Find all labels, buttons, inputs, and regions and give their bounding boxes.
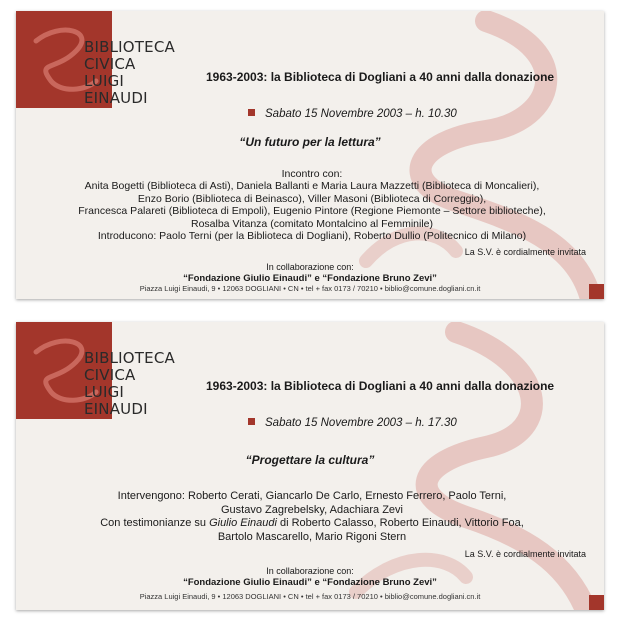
- logo-line: CIVICA: [84, 55, 136, 73]
- body-line: Incontro con:: [281, 168, 343, 180]
- collaboration: [16, 566, 604, 588]
- body-line: Con testimonianze su Giulio Einaudi di Roberto Calasso, Roberto Einaudi, Vittorio Foa,: [100, 517, 524, 529]
- body-line: Introducono: Paolo Terni (per la Biblioteca di Dogliani), Roberto Dullio (Politecnico di Milano): [97, 230, 527, 243]
- logo-line: BIBLIOTECA: [84, 349, 175, 367]
- bullet-square-icon: [248, 418, 255, 425]
- event-participants: [76, 490, 548, 544]
- event-heading: 1963-2003: la Biblioteca di Dogliani a 40 anni dalla donazione: [206, 379, 555, 393]
- rsvp-note: La S.V. è cordialmente invitata: [464, 247, 586, 257]
- event-title: “Progettare la cultura”: [245, 453, 375, 467]
- logo-line: BIBLIOTECA: [84, 38, 175, 56]
- logo-line: EINAUDI: [84, 89, 148, 107]
- logo-line: LUIGI: [84, 72, 125, 90]
- collab-intro: In collaborazione con:: [266, 566, 354, 576]
- rsvp-note: La S.V. è cordialmente invitata: [464, 549, 586, 559]
- collab-orgs: “Fondazione Giulio Einaudi” e “Fondazione Bruno Zevi”: [183, 577, 437, 588]
- body-line: Gustavo Zagrebelsky, Adachiara Zevi: [221, 503, 403, 516]
- logo-line: LUIGI: [84, 383, 125, 401]
- logo-line: EINAUDI: [84, 400, 148, 418]
- address-line: Piazza Luigi Einaudi, 9 • 12063 DOGLIANI • CN • tel + fax 0173 / 70210 • biblio@comune.dogliani.cn.it: [139, 592, 481, 601]
- invitation-card-afternoon: [16, 322, 604, 610]
- body-line: Intervengono: Roberto Cerati, Giancarlo De Carlo, Ernesto Ferrero, Paolo Terni,: [117, 490, 507, 502]
- event-heading: 1963-2003: la Biblioteca di Dogliani a 40 anni dalla donazione: [206, 70, 555, 84]
- event-date: Sabato 15 Novembre 2003 – h. 17.30: [248, 417, 457, 429]
- library-name: [84, 350, 175, 418]
- collab-intro: In collaborazione con:: [266, 262, 354, 272]
- body-line: Anita Bogetti (Biblioteca di Asti), Daniela Ballanti e Maria Laura Mazzetti (Biblioteca di Moncalieri),: [84, 180, 540, 193]
- body-line: Bartolo Mascarello, Mario Rigoni Stern: [217, 530, 407, 543]
- body-line: Francesca Palareti (Biblioteca di Empoli), Eugenio Pintore (Regione Piemonte – Settore biblioteche),: [78, 205, 546, 218]
- bullet-square-icon: [248, 109, 255, 116]
- address-line: Piazza Luigi Einaudi, 9 • 12063 DOGLIANI • CN • tel + fax 0173 / 70210 • biblio@comune.dogliani.cn.it: [139, 284, 481, 293]
- collaboration: [16, 262, 604, 284]
- library-name: [84, 39, 175, 107]
- logo-line: CIVICA: [84, 366, 136, 384]
- event-participants: [76, 168, 548, 242]
- body-line: Rosalba Vitanza (comitato Montalcino al Femminile): [191, 217, 433, 230]
- invitation-card-morning: [16, 11, 604, 299]
- body-line: Enzo Borio (Biblioteca di Beinasco), Viller Masoni (Biblioteca di Correggio),: [137, 192, 487, 205]
- collab-orgs: “Fondazione Giulio Einaudi” e “Fondazione Bruno Zevi”: [183, 273, 437, 284]
- corner-square: [589, 284, 604, 299]
- event-date: Sabato 15 Novembre 2003 – h. 10.30: [248, 108, 457, 120]
- event-title: “Un futuro per la lettura”: [239, 135, 381, 149]
- corner-square: [589, 595, 604, 610]
